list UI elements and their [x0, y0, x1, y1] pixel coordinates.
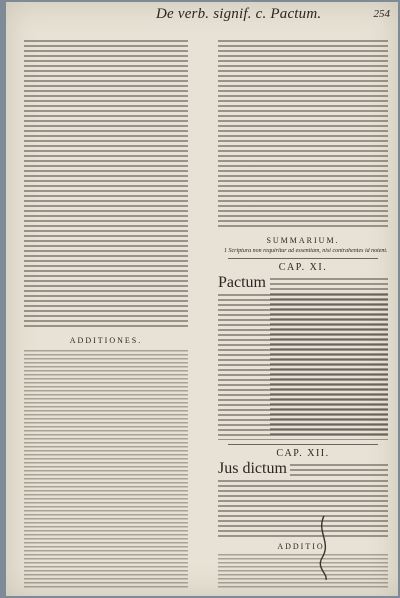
text-lines	[24, 40, 188, 330]
additiones-text	[24, 350, 188, 588]
cap-xi-heading: CAP. XI.	[278, 262, 328, 273]
book-page	[6, 2, 398, 596]
cap-xii-heading: CAP. XII.	[276, 448, 330, 459]
lemma-jus-dictum: Jus dictum	[218, 460, 287, 477]
folio-number: 254	[373, 8, 390, 20]
summary-line: 1 Scriptura non requiritur ad essentiam, nisi contrahentes id notent.	[224, 248, 388, 254]
handwritten-mark	[306, 512, 342, 582]
additio-heading: ADDITIO.	[277, 542, 329, 551]
text-lines	[24, 350, 188, 588]
text-lines	[218, 40, 388, 230]
text-lines	[218, 480, 388, 538]
left-column	[24, 40, 188, 588]
running-title: De verb. signif. c. Pactum.	[156, 6, 322, 22]
additiones-heading: ADDITIONES.	[69, 336, 143, 345]
lemma-pactum: Pactum	[218, 274, 266, 291]
divider	[228, 444, 378, 445]
jus-text-first	[290, 464, 388, 478]
text-lines	[218, 294, 388, 440]
page-header	[6, 2, 398, 32]
additio-text	[218, 554, 388, 588]
pactum-text	[218, 294, 388, 440]
main-text-left	[24, 40, 188, 330]
jus-text	[218, 480, 388, 538]
text-lines	[218, 554, 388, 588]
divider	[228, 258, 378, 259]
text-lines	[290, 464, 388, 478]
main-text-right	[218, 40, 388, 230]
summarium-heading: SUMMARIUM.	[266, 236, 340, 245]
right-column	[218, 40, 388, 588]
